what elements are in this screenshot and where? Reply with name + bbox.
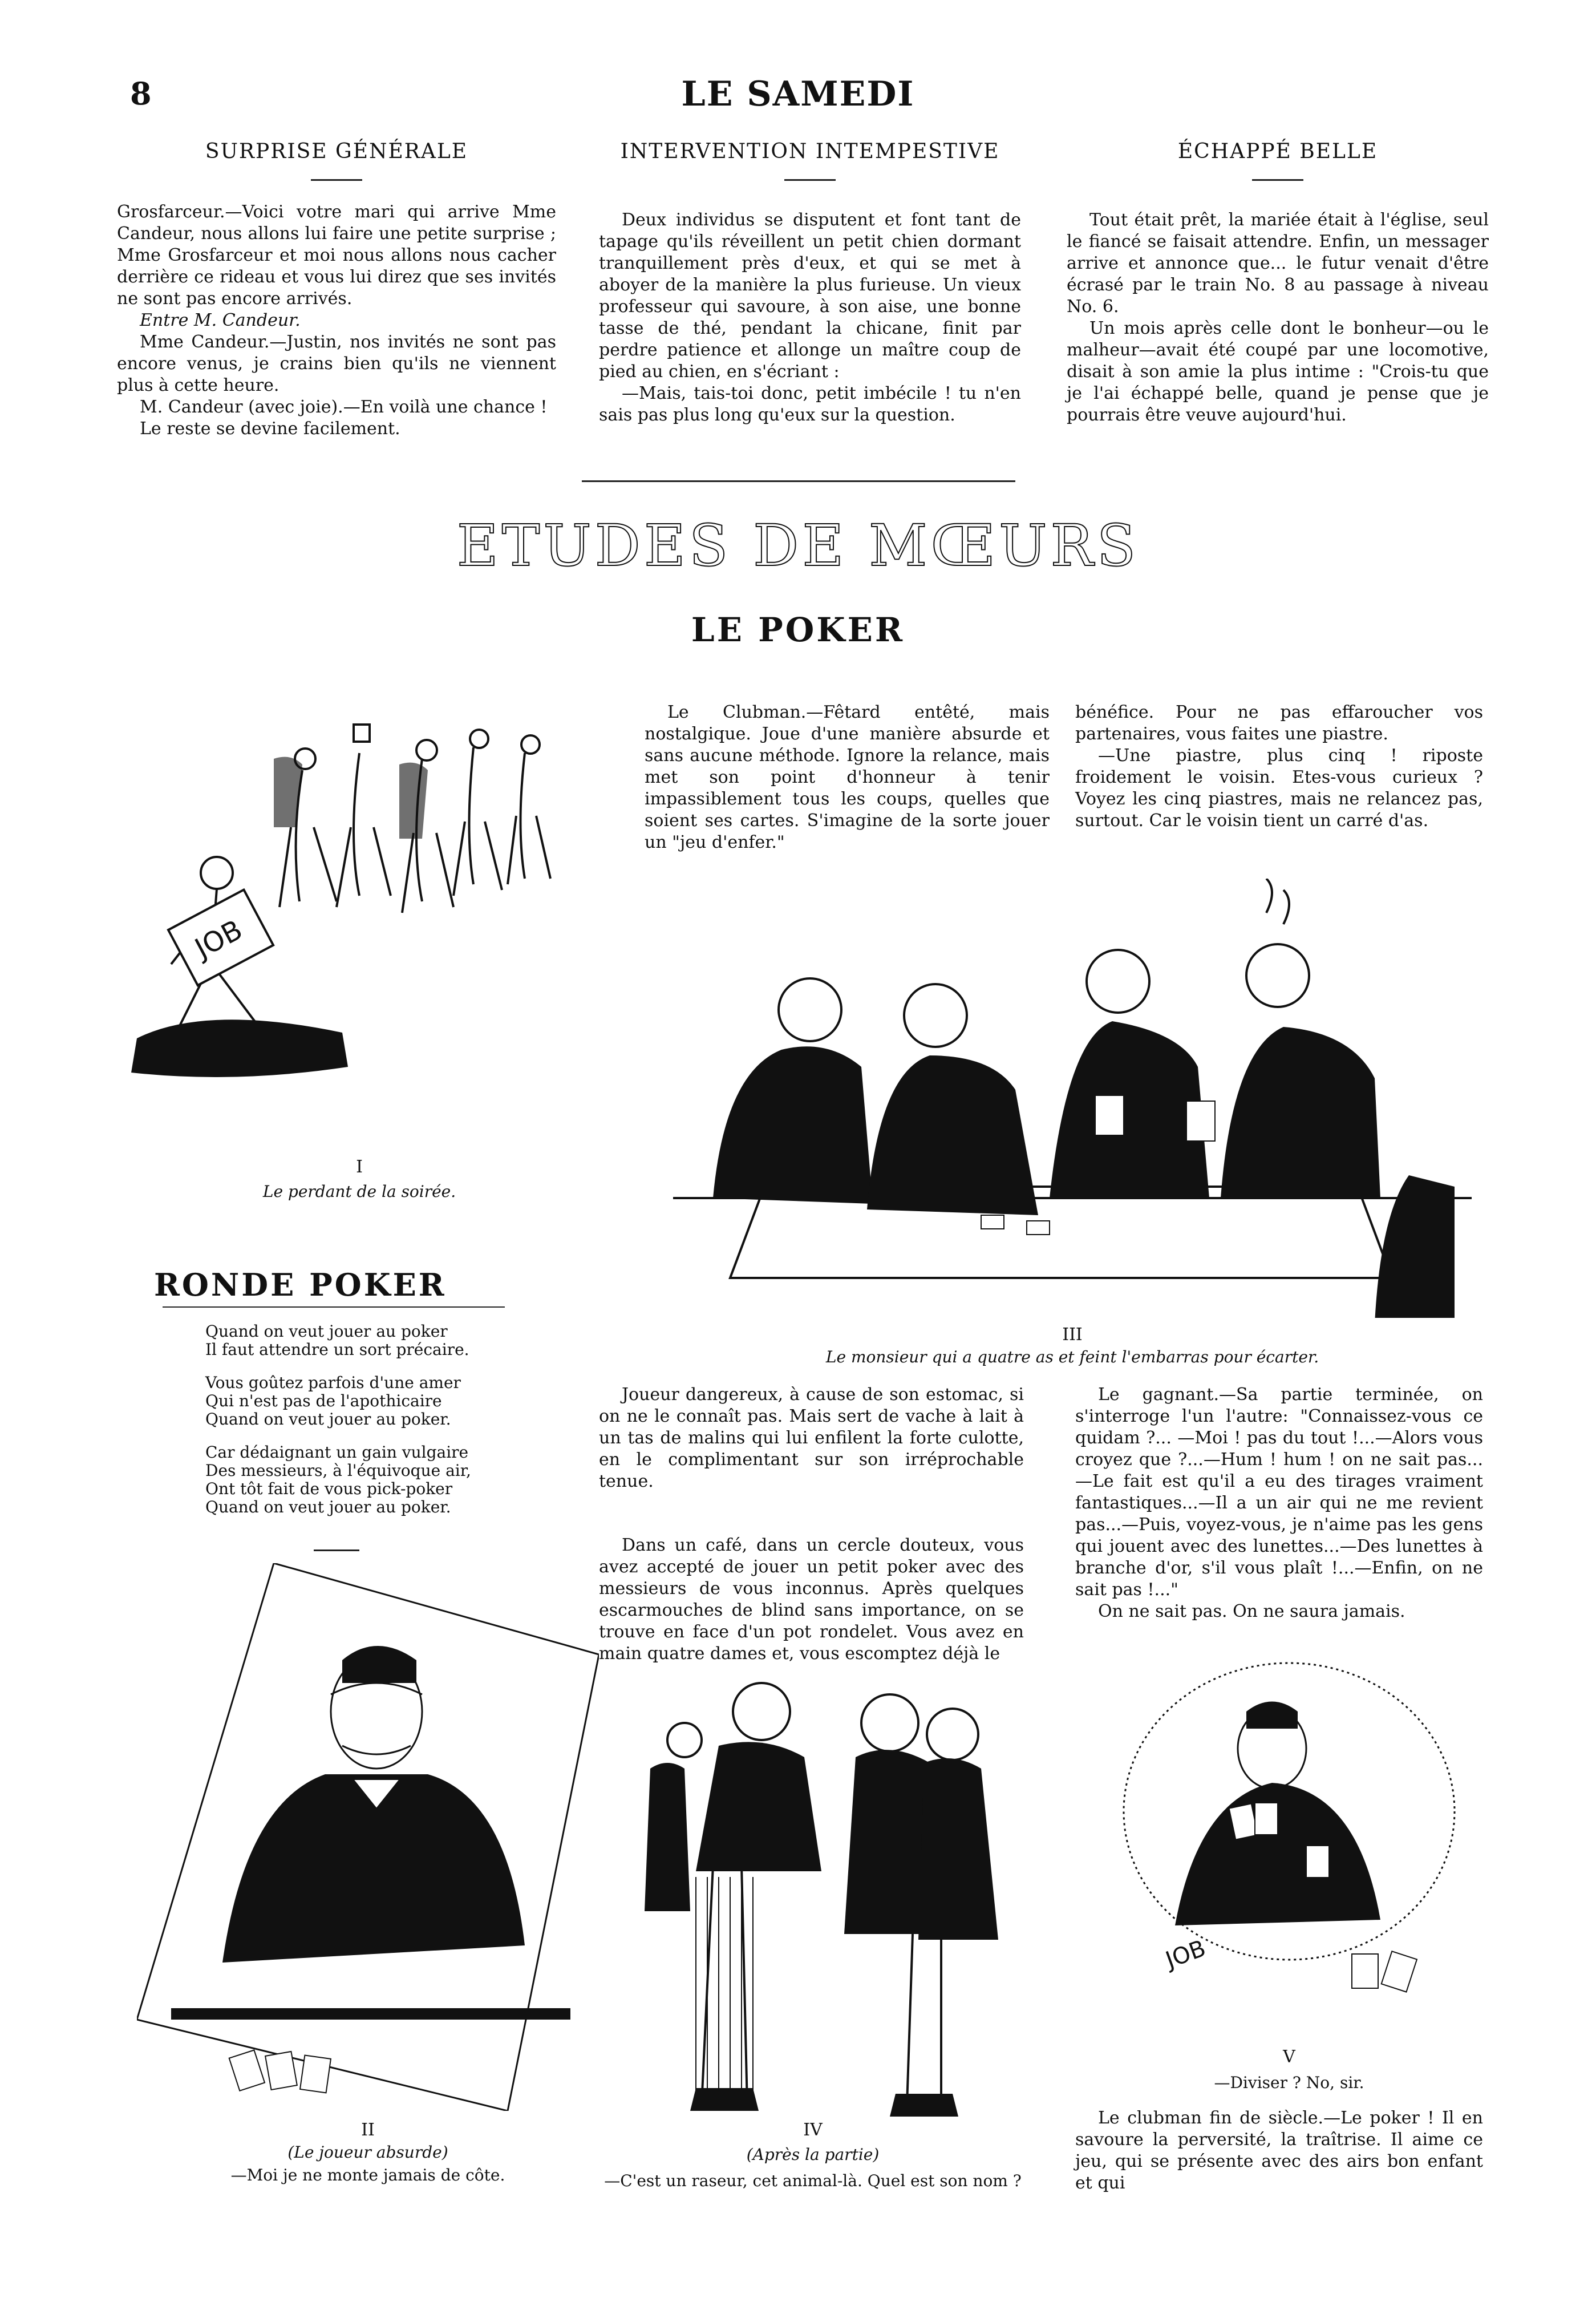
illustration-apres-la-partie <box>588 1672 1038 2117</box>
section-divider <box>582 480 1015 482</box>
paragraph: On ne sait pas. On ne saura jamais. <box>1098 1601 1405 1621</box>
caption-iii: Le monsieur qui a quatre as et feint l'embarras pour écarter. <box>825 1348 1319 1366</box>
divider <box>314 1549 359 1551</box>
text-gagnant <box>1075 1384 1483 1623</box>
illustration-quatre-as <box>662 879 1483 1318</box>
text-clubman-fin-de-siecle <box>1075 2107 1483 2194</box>
ronde-title: RONDE POKER <box>154 1267 447 1303</box>
divider <box>1252 179 1303 181</box>
paragraph: bénéfice. Pour ne pas effaroucher vos partenaires, vous faites une piastre. <box>1075 702 1483 744</box>
heading-intervention: INTERVENTION INTEMPESTIVE <box>620 140 1000 163</box>
divider <box>784 179 836 181</box>
column-surprise <box>117 140 556 440</box>
feature-subtitle: LE POKER <box>691 610 905 649</box>
caption-i-number: I <box>356 1157 363 1177</box>
divider <box>311 179 362 181</box>
feature-title: ETUDES DE MŒURS <box>456 512 1140 579</box>
paragraph: Dans un café, dans un cercle douteux, vous avez accepté de jouer un petit poker avec des messieurs de vous inconnus. Après quelques escarmouches de blind sans importance, on se trouve en face d'un pot rondelet. Vous avez en main quatre dames et, vous escomptez déjà le <box>599 1535 1024 1664</box>
verse: Quand on veut jouer au poker. <box>205 1410 451 1429</box>
ronde-rule <box>163 1306 505 1308</box>
stanza <box>205 1443 570 1516</box>
paragraph: —Une piastre, plus cinq ! riposte froidement le voisin. Etes-vous curieux ? Voyez les cinq piastres, mais ne relancez pas, surtout. Car le voisin tient un carré d'as. <box>1075 746 1483 831</box>
text-dans-un-cafe <box>599 1535 1024 1665</box>
paragraph: Le clubman fin de siècle.—Le poker ! Il en savoure la perversité, la traîtrise. Il aime ce jeu, qui se présente avec des airs bon enfant et qui <box>1075 2108 1483 2193</box>
job-signature: JOB <box>189 913 248 965</box>
text-joueur-dangereux <box>599 1384 1024 1492</box>
caption-iv: —C'est un raseur, cet animal-là. Quel est son nom ? <box>604 2171 1022 2190</box>
caption-v-number: V <box>1283 2047 1295 2067</box>
ronde-poem <box>205 1322 570 1531</box>
caption-ii-number: II <box>361 2120 375 2140</box>
paragraph: Mme Candeur.—Justin, nos invités ne sont pas encore venus, je crains bien qu'ils ne viennent plus à cette heure. <box>117 332 556 395</box>
caption-iv-number: IV <box>803 2120 823 2140</box>
paragraph: M. Candeur (avec joie).—En voilà une chance ! <box>140 397 548 417</box>
stanza <box>205 1374 570 1429</box>
stanza <box>205 1322 570 1359</box>
verse: Quand on veut jouer au poker <box>205 1322 448 1341</box>
caption-ii: —Moi je ne monte jamais de côte. <box>230 2166 505 2184</box>
paragraph: Un mois après celle dont le bonheur—ou le malheur—avait été coupé par une locomotive, disait à son amie la plus intime : "Crois-tu que je l'ai échappé belle, quand je pense que je pourrais être veuve aujourd'hui. <box>1067 318 1489 425</box>
heading-surprise: SURPRISE GÉNÉRALE <box>205 140 468 163</box>
text-echappe <box>1067 209 1489 426</box>
paragraph: Grosfarceur.—Voici votre mari qui arrive Mme Candeur, nous allons lui faire une petite surprise ; Mme Grosfarceur et moi nous allons nous cacher derrière ce rideau et vous lui direz que ses invités ne sont pas encore arrivés. <box>117 202 556 309</box>
paragraph: —Mais, tais-toi donc, petit imbécile ! tu n'en sais pas plus long qu'eux sur la question. <box>599 383 1021 425</box>
caption-ii-sub: (Le joueur absurde) <box>287 2143 448 2162</box>
illustration-diviser <box>1101 1657 1477 2034</box>
column-echappe <box>1067 140 1489 426</box>
verse: Vous goûtez parfois d'une amer <box>205 1373 461 1392</box>
verse: Car dédaignant un gain vulgaire <box>205 1443 469 1462</box>
text-benefice <box>1075 702 1483 832</box>
text-surprise <box>117 201 556 440</box>
page-number: 8 <box>130 75 152 112</box>
caption-iii-number: III <box>1062 1325 1083 1345</box>
illustration-diviser-drawing <box>1101 1657 1477 2034</box>
column-intervention <box>599 140 1021 426</box>
paragraph: Le Clubman.—Fêtard entêté, mais nostalgique. Joue d'une manière absurde et sans aucune méthode. Ignore la relance, mais met son point d'honneur à tenir impassiblement tous les coups, quelles que soient ses cartes. S'imagine de la sorte jouer un "jeu d'enfer." <box>645 702 1050 852</box>
text-clubman <box>645 702 1050 853</box>
verse: Ont tôt fait de vous pick-poker <box>205 1479 453 1498</box>
job-signature-v: JOB <box>1162 1935 1209 1974</box>
illustration-joueur-absurde-drawing <box>137 1563 599 2111</box>
illustration-perdant <box>114 685 605 1141</box>
verse: Quand on veut jouer au poker. <box>205 1498 451 1516</box>
paragraph: Joueur dangereux, à cause de son estomac, si on ne le connaît pas. Mais sert de vache à lait à un tas de malins qui lui enfilent la forte culotte, en le complimentant sur son irréprochable tenue. <box>599 1385 1024 1491</box>
paragraph: Tout était prêt, la mariée était à l'église, seul le fiancé se faisait attendre. Enfin, un messager arrive et annonce que... le futur venait d'être écrasé par le train No. 8 au passage à niveau No. 6. <box>1067 210 1489 317</box>
verse: Il faut attendre un sort précaire. <box>205 1340 469 1359</box>
paragraph: Entre M. Candeur. <box>140 310 301 330</box>
caption-iv-sub: (Après la partie) <box>746 2145 880 2164</box>
heading-echappe: ÉCHAPPÉ BELLE <box>1177 140 1378 163</box>
text-intervention <box>599 209 1021 426</box>
paragraph: Deux individus se disputent et font tant de tapage qu'ils réveillent un petit chien dormant tranquillement près d'eux, et qui se met à aboyer de la manière la plus furieuse. Un vieux professeur qui savoure, à son aise, une bonne tasse de thé, pendant la chicane, finit par perdre patience et allonge un maître coup de pied au chien, en s'écriant : <box>599 210 1021 382</box>
illustration-quatre-as-drawing <box>662 879 1483 1318</box>
paragraph: Le gagnant.—Sa partie terminée, on s'interroge l'un l'autre: "Connaissez-vous ce quidam ?... —Moi ! pas du tout !...—Alors vous croyez que ?...—Hum ! hum ! on ne sait pas...—Le fait est qu'il a eu des tirages vraiment fantastiques...—Il a un air qui ne me revient pas...—Puis, voyez-vous, je n'aime pas les gens qui jouent avec des lunettes...—Des lunettes à branche d'or, s'il vous plaît !...—Enfin, on ne sait pas !..." <box>1075 1385 1483 1600</box>
caption-v: —Diviser ? No, sir. <box>1214 2073 1364 2092</box>
verse: Des messieurs, à l'équivoque air, <box>205 1461 471 1480</box>
illustration-perdant-drawing <box>114 685 605 1141</box>
verse: Qui n'est pas de l'apothicaire <box>205 1391 442 1410</box>
masthead: LE SAMEDI <box>681 74 915 114</box>
paragraph: Le reste se devine facilement. <box>140 419 400 439</box>
illustration-apres-la-partie-drawing <box>588 1672 1038 2117</box>
caption-i: Le perdant de la soirée. <box>262 1182 456 1201</box>
illustration-joueur-absurde <box>137 1563 599 2111</box>
